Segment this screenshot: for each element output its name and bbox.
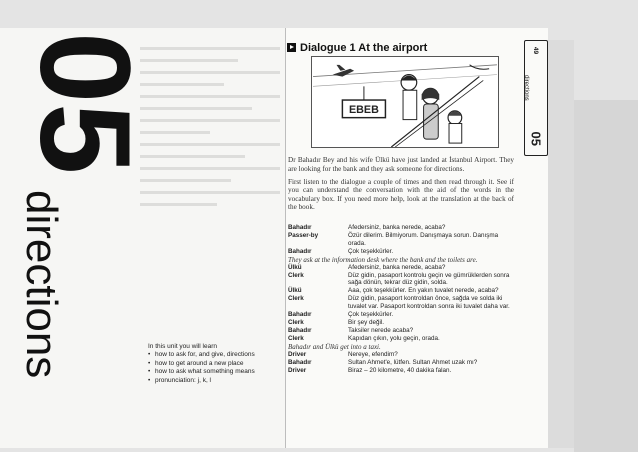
page-number: 49 bbox=[532, 46, 539, 55]
dialogue-line: Çok teşekkürler. bbox=[348, 311, 394, 319]
intro-text bbox=[288, 156, 514, 217]
intro-paragraph: Dr Bahadır Bey and his wife Ülkü have just landed at İstanbul Airport. They are looking for the bank and they ask someone for directions. bbox=[288, 156, 514, 173]
dialogue-line: Afedersiniz, banka nerede, acaba? bbox=[348, 263, 446, 271]
dialogue-line: Kapıdan çıkın, yolu geçin, orada. bbox=[348, 334, 440, 342]
list-item: • how to ask for, and give, directions bbox=[148, 351, 278, 359]
dialogue-row bbox=[288, 232, 514, 248]
speaker: Bahadır bbox=[288, 224, 312, 231]
speaker: Driver bbox=[288, 366, 307, 374]
speaker: Bahadır bbox=[288, 358, 312, 366]
speaker: Clerk bbox=[288, 318, 304, 326]
side-tab-label: directions bbox=[523, 75, 529, 101]
list-item: • how to get around a new place bbox=[148, 360, 278, 368]
dialogue-line: Bir şey değil. bbox=[348, 318, 385, 326]
speaker: Clerk bbox=[288, 334, 304, 342]
dialogue-line: Aaa, çok teşekkürler. En yakın tuvalet nerede, acaba? bbox=[348, 287, 499, 295]
dialogue-line: Çok teşekkürler. bbox=[348, 247, 394, 255]
dialogue-title bbox=[287, 42, 427, 54]
show-through-text bbox=[140, 38, 280, 278]
background-edge bbox=[574, 100, 638, 452]
dialogue-row bbox=[288, 295, 514, 311]
chapter-title: directions bbox=[17, 190, 66, 379]
page-edge bbox=[548, 40, 574, 448]
dialogue-line: Düz gidin, pasaport kontroldan önce, sağda ve solda iki tuvalet var. Pasaport kontroldan sonra iki tuvalet daha var. bbox=[348, 295, 510, 311]
dialogue-row bbox=[288, 287, 514, 295]
speaker: Clerk bbox=[288, 271, 304, 279]
chapter-side-tab bbox=[524, 40, 548, 156]
side-tab-number: 05 bbox=[528, 131, 544, 146]
dialogue-line: Özür dilerim. Bilmiyorum. Danışmaya sorun. Danışma orada. bbox=[348, 231, 499, 247]
dialogue-line: Taksiler nerede acaba? bbox=[348, 326, 414, 334]
learning-objectives-list bbox=[148, 351, 278, 385]
speaker: Passer-by bbox=[288, 231, 319, 239]
audio-play-icon bbox=[287, 43, 296, 52]
stage-direction: Bahadır and Ülkü get into a taxi. bbox=[288, 342, 381, 351]
dialogue-line: Nereye, efendim? bbox=[348, 350, 398, 358]
speaker: Ülkü bbox=[288, 287, 302, 295]
learning-objectives bbox=[148, 343, 278, 385]
chapter-number: 05 bbox=[13, 32, 156, 175]
dialogue-line: Biraz – 20 kilometre, 40 dakika falan. bbox=[348, 366, 452, 374]
dialogue-row bbox=[288, 359, 514, 367]
list-item: • pronunciation: j, k, l bbox=[148, 377, 278, 385]
dialogue-row bbox=[288, 327, 514, 335]
dialogue-row bbox=[288, 224, 514, 232]
dialogue-row bbox=[288, 264, 514, 272]
dialogue-row bbox=[288, 311, 514, 319]
speaker: Bahadır bbox=[288, 326, 312, 334]
stage-direction: They ask at the information desk where the bank and the toilets are. bbox=[288, 255, 478, 264]
dialogue-line: Düz gidin, pasaport kontrolu geçin ve gümrüklerden sonra sağa dönün, tekrar düz gidin, solda. bbox=[348, 271, 510, 287]
dialogue-row bbox=[288, 351, 514, 359]
dialogue-row bbox=[288, 367, 514, 375]
dialogue-title-text: Dialogue 1 At the airport bbox=[300, 42, 428, 54]
dialogue-row bbox=[288, 319, 514, 327]
speaker: Driver bbox=[288, 350, 307, 358]
airport-drawing bbox=[312, 57, 498, 147]
airport-sign-text: EBEB bbox=[348, 103, 379, 116]
speaker: Ülkü bbox=[288, 263, 302, 271]
dialogue-row bbox=[288, 248, 514, 256]
speaker: Bahadır bbox=[288, 311, 312, 319]
dialogue-line: Afedersiniz, banka nerede, acaba? bbox=[348, 224, 446, 231]
dialogue-row bbox=[288, 272, 514, 288]
airport-illustration bbox=[311, 56, 499, 148]
dialogue-line: Sultan Ahmet'e, lütfen. Sultan Ahmet uzak mı? bbox=[348, 358, 478, 366]
speaker: Bahadır bbox=[288, 247, 312, 255]
dialogue-row bbox=[288, 335, 514, 343]
intro-paragraph: First listen to the dialogue a couple of times and then read through it. See if you can understand the conversation with the aid of the words in the vocabulary box. If you need more help, look at the translation at the back of the book. bbox=[288, 177, 514, 212]
learning-objectives-heading: In this unit you will learn bbox=[148, 343, 218, 350]
dialogue-transcript bbox=[288, 224, 514, 374]
speaker: Clerk bbox=[288, 295, 304, 303]
list-item: • how to ask what something means bbox=[148, 368, 278, 376]
